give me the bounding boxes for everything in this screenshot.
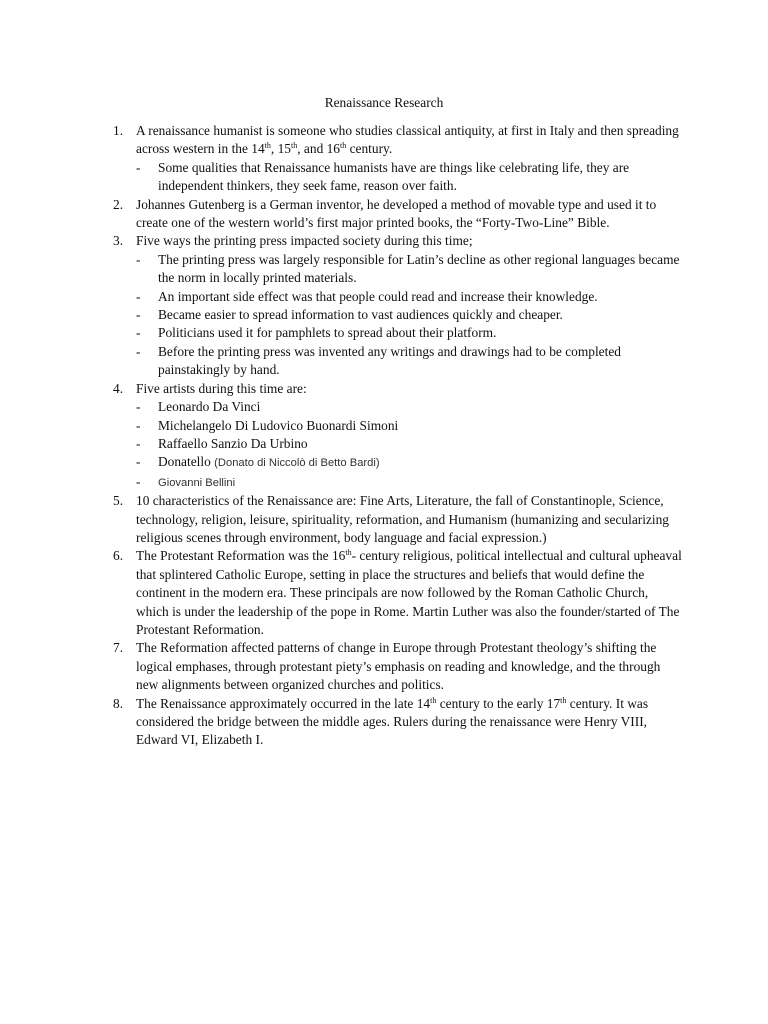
- list-item-1: [113, 122, 683, 196]
- list-number: 4.: [113, 380, 124, 396]
- document-title: Renaissance Research: [324, 95, 444, 110]
- sub-list-item: - Donatello (Donato di Niccolò di Betto Bardi): [136, 453, 683, 472]
- sub-list-item: - Became easier to spread information to vast audiences quickly and cheaper.: [136, 306, 683, 324]
- list-item-text: A renaissance humanist is someone who studies classical antiquity, at first in Italy and then spreading across western in the 14th, 15th, and 16th century.: [136, 123, 679, 157]
- dash-bullet: -: [136, 473, 141, 489]
- dash-bullet: -: [136, 343, 141, 359]
- list-item-7: [113, 639, 683, 694]
- dash-bullet: -: [136, 159, 141, 175]
- list-number: 6.: [113, 548, 124, 564]
- document-body: [113, 122, 683, 750]
- sub-list-item: - Politicians used it for pamphlets to spread about their platform.: [136, 324, 683, 342]
- list-item-2: [113, 196, 683, 233]
- sub-list: [136, 159, 683, 196]
- sub-list-item: - The printing press was largely responsible for Latin’s decline as other regional languages became the norm in locally printed materials.: [136, 251, 680, 286]
- list-item-text: Five artists during this time are:: [136, 380, 307, 396]
- dash-bullet: -: [136, 435, 141, 451]
- sub-list: [136, 398, 683, 492]
- list-item-text: The Renaissance approximately occurred in the late 14th century to the early 17th century. It was considered the bridge between the middle ages. Rulers during the renaissance were Henry VIII, Edward VI, Elizabeth I.: [136, 695, 649, 748]
- sub-list-item: - An important side effect was that people could read and increase their knowledge.: [136, 288, 683, 306]
- list-number: 5.: [113, 493, 124, 509]
- list-number: 7.: [113, 640, 124, 656]
- list-number: 3.: [113, 233, 124, 249]
- list-item-text: Johannes Gutenberg is a German inventor, he developed a method of movable type and used it to create one of the western world’s first major printed books, the “Forty-Two-Line” Bible.: [136, 196, 657, 231]
- list-item-text: The Reformation affected patterns of change in Europe through Protestant theology’s shifting the logical emphases, through protestant piety’s emphasis on reading and knowledge, and the through new alignments between organized churches and politics.: [136, 640, 661, 693]
- dash-bullet: -: [136, 288, 141, 304]
- sub-list-item: - Leonardo Da Vinci: [136, 398, 683, 416]
- sub-list: [136, 251, 683, 380]
- list-item-text: Five ways the printing press impacted society during this time;: [136, 233, 473, 249]
- dash-bullet: -: [136, 417, 141, 433]
- sub-list-item: - Raffaello Sanzio Da Urbino: [136, 435, 683, 453]
- research-list: [113, 122, 683, 750]
- list-item-5: [113, 492, 683, 547]
- donatello-full-name: (Donato di Niccolò di Betto Bardi): [214, 457, 380, 470]
- list-number: 2.: [113, 196, 124, 212]
- dash-bullet: -: [136, 251, 141, 267]
- list-item-8: [113, 695, 683, 750]
- dash-bullet: -: [136, 399, 141, 415]
- list-item-3: [113, 232, 683, 379]
- dash-bullet: -: [136, 325, 141, 341]
- sub-list-item: - Giovanni Bellini: [136, 473, 683, 492]
- dash-bullet: -: [136, 454, 141, 470]
- list-number: 1.: [113, 123, 124, 138]
- sub-list-item: - Before the printing press was invented any writings and drawings had to be completed painstakingly by hand.: [136, 343, 621, 378]
- list-item-text: 10 characteristics of the Renaissance are: Fine Arts, Literature, the fall of Constantinople, Science, technology, religion, leisure, spirituality, reformation, and Humanism (humanizing and secularizing religious scenes through environment, body language and facial expression.): [136, 493, 670, 545]
- sub-list-item: - Michelangelo Di Ludovico Buonardi Simoni: [136, 417, 683, 435]
- dash-bullet: -: [136, 307, 141, 323]
- sub-list-item: - Some qualities that Renaissance humanists have are things like celebrating life, they are independent thinkers, they seek fame, reason over faith.: [136, 159, 630, 194]
- list-number: 8.: [113, 695, 124, 711]
- list-item-4: [113, 380, 683, 492]
- list-item-text: The Protestant Reformation was the 16th- century religious, political intellectual and cultural upheaval that splintered Catholic Europe, setting in place the structures and beliefs that would define the continent in the modern era. These principals are now followed by the Roman Catholic Church, which is under the leadership of the pope in Rome. Martin Luther was also the founder/started of The Protestant Reformation.: [136, 548, 682, 637]
- list-item-6: [113, 547, 683, 639]
